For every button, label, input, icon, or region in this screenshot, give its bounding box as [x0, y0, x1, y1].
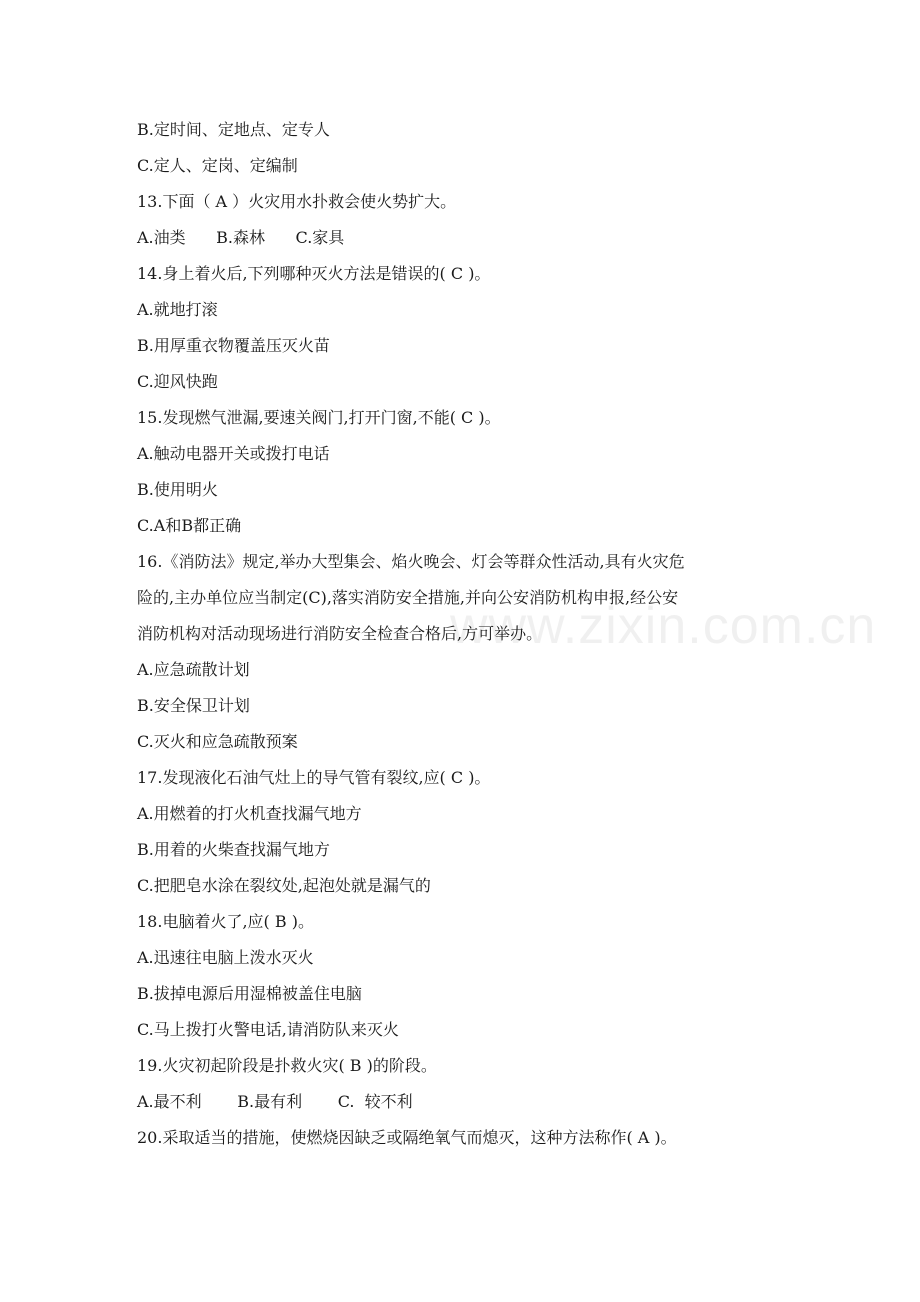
- question-line: 17.发现液化石油气灶上的导气管有裂纹,应( C )。: [137, 768, 491, 787]
- option-line: C.灭火和应急疏散预案: [137, 732, 298, 751]
- option-line: A.迅速往电脑上泼水灭火: [137, 948, 314, 967]
- watermark: www.zixin.com.cn: [450, 597, 877, 655]
- option-line: A.就地打滚: [137, 300, 218, 319]
- option-line: C.A和B都正确: [137, 516, 242, 535]
- question-line: 险的,主办单位应当制定(C),落实消防安全措施,并向公安消防机构申报,经公安: [137, 588, 679, 607]
- question-line: 16.《消防法》规定,举办大型集会、焰火晚会、灯会等群众性活动,具有火灾危: [137, 552, 685, 571]
- question-line: 14.身上着火后,下列哪种灭火方法是错误的( C )。: [137, 264, 491, 283]
- option-line: A.油类 B.森林 C.家具: [137, 228, 345, 247]
- question-line: 18.电脑着火了,应( B )。: [137, 912, 314, 931]
- option-line: B.定时间、定地点、定专人: [137, 120, 330, 139]
- option-line: B.拔掉电源后用湿棉被盖住电脑: [137, 984, 362, 1003]
- option-line: A.应急疏散计划: [137, 660, 250, 679]
- option-line: B.安全保卫计划: [137, 696, 250, 715]
- question-line: 消防机构对活动现场进行消防安全检查合格后,方可举办。: [137, 624, 543, 643]
- question-line: 15.发现燃气泄漏,要速关阀门,打开门窗,不能( C )。: [137, 408, 501, 427]
- option-line: C.把肥皂水涂在裂纹处,起泡处就是漏气的: [137, 876, 431, 895]
- option-line: A.用燃着的打火机查找漏气地方: [137, 804, 362, 823]
- question-line: 20.采取适当的措施，使燃烧因缺乏或隔绝氧气而熄灭，这种方法称作( A )。: [137, 1128, 677, 1147]
- option-line: C.迎风快跑: [137, 372, 218, 391]
- option-line: B.用着的火柴查找漏气地方: [137, 840, 330, 859]
- question-line: 13.下面（ A ）火灾用水扑救会使火势扩大。: [137, 192, 457, 211]
- option-line: B.使用明火: [137, 480, 218, 499]
- option-line: B.用厚重衣物覆盖压灭火苗: [137, 336, 330, 355]
- option-line: A.最不利 B.最有利 C. 较不利: [137, 1092, 413, 1111]
- question-line: 19.火灾初起阶段是扑救火灾( B )的阶段。: [137, 1056, 437, 1075]
- option-line: C.马上拨打火警电话,请消防队来灭火: [137, 1020, 399, 1039]
- option-line: A.触动电器开关或拨打电话: [137, 444, 330, 463]
- option-line: C.定人、定岗、定编制: [137, 156, 298, 175]
